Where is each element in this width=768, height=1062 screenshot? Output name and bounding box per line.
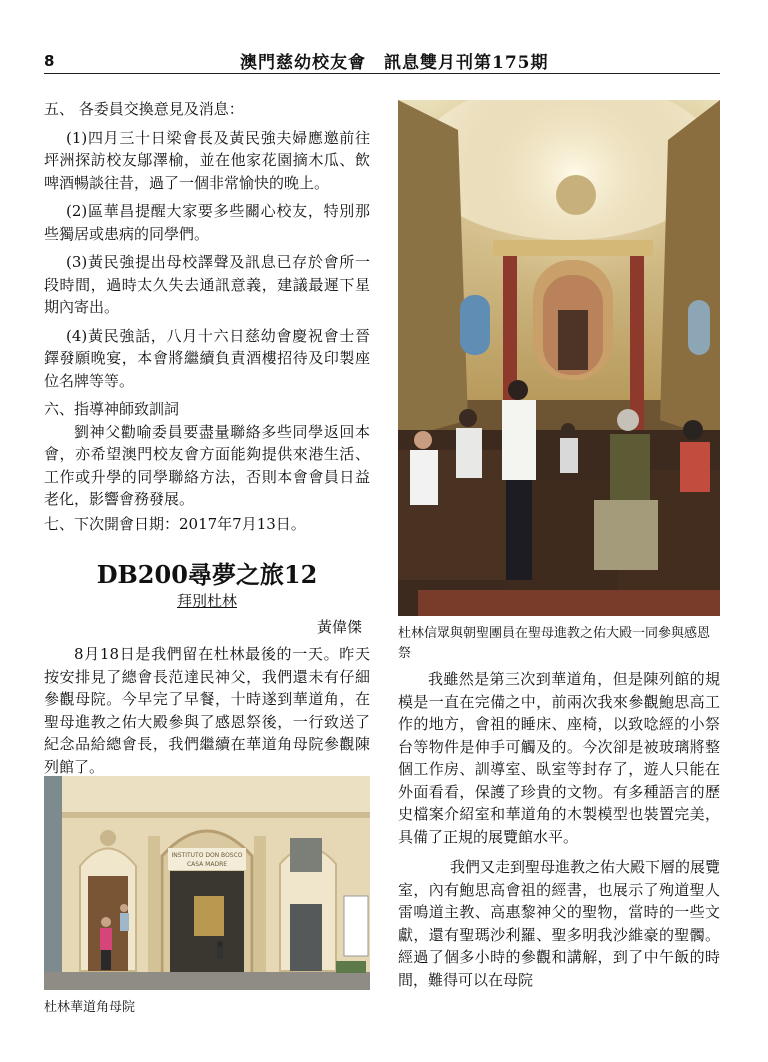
newsletter-header-title: 澳門慈幼校友會 訊息雙月刊第175期 <box>240 53 549 73</box>
right-column <box>398 668 720 991</box>
page-number: 8 <box>44 52 55 70</box>
article-subtitle: 拜別杜林 <box>176 592 237 610</box>
article-title: DB200尋夢之旅12 <box>96 560 318 589</box>
minutes-item-1: (1)四月三十日梁會長及黃民強夫婦應邀前往坪洲探訪校友鄔澤榆，並在他家花園摘木瓜、飲啤酒暢談往昔，過了一個非常愉快的晚上。 <box>44 128 370 192</box>
church-interior-photo <box>398 100 720 616</box>
section-6-text: 劉神父勸喻委員要盡量聯絡多些同學返回本會，亦希望澳門校友會方面能夠提供來港生活、工作或升學的同學聯絡方法，否則本會會員日益老化，影響會務發展。 <box>44 422 370 508</box>
church-photo-caption: 杜林信眾與朝聖團員在聖母進教之佑大殿一同參與感恩祭 <box>398 626 711 661</box>
section-5-heading: 五、 各委員交換意見及消息： <box>44 100 244 118</box>
minutes-item-4: (4)黃民強話，八月十六日慈幼會慶祝會士晉鐸發願晚宴，本會將繼續負責酒樓招待及印製座位名牌等等。 <box>44 326 370 390</box>
left-column <box>44 98 370 778</box>
header-rule <box>44 73 720 74</box>
mother-house-photo <box>44 776 370 990</box>
mother-house-caption: 杜林華道角母院 <box>44 1000 136 1015</box>
article-paragraph-1: 8月18日是我們留在杜林最後的一天。昨天按安排見了總會長范達民神父，我們還未有仔細參觀母院。今早完了早餐，十時遂到華道角，在聖母進教之佑大殿參與了感恩祭後，一行致送了紀念品給總會長，我們繼續在華道角母院參觀陳列館了。 <box>44 645 370 776</box>
article-paragraph-2: 我雖然是第三次到華道角，但是陳列館的規模是一直在完備之中，前兩次我來參觀鮑思高工作的地方，會祖的睡床、座椅，以致唸經的小祭台等物件是伸手可觸及的。今次卻是被玻璃將整個工作房、訓導室、臥室等封存了，遊人只能在外面看看，保護了珍貴的文物。有多種語言的歷史檔案介紹室和華道角的木製模型也裝置完美，具備了正規的展覽館水平。 <box>398 670 720 846</box>
building-sign-line1: INSTITUTO DON BOSCO <box>171 852 243 859</box>
section-6-heading: 六、指導神師致訓詞 <box>44 400 180 418</box>
article-author: 黃偉傑 <box>316 618 362 636</box>
article-paragraph-3: 我們又走到聖母進教之佑大殿下層的展覽室，內有鮑思高會祖的經書，也展示了殉道聖人雷鳴道主教、高惠黎神父的聖物，當時的一些文獻，還有聖瑪沙利羅、聖多明我沙維豪的聖髑。經過了個多小時的參觀和講解，到了中午飯的時間，難得可以在母院 <box>398 858 721 989</box>
building-sign-line2: CASA MADRE <box>186 861 228 868</box>
minutes-item-3: (3)黃民強提出母校譯聲及訊息已存於會所一段時間，過時太久失去通訊意義，建議最遲下星期內寄出。 <box>44 253 370 316</box>
minutes-item-2: (2)區華昌提醒大家要多些關心校友，特別那些獨居或患病的同學們。 <box>44 202 370 243</box>
next-meeting-date: 七、下次開會日期：2017年7月13日。 <box>44 514 306 533</box>
